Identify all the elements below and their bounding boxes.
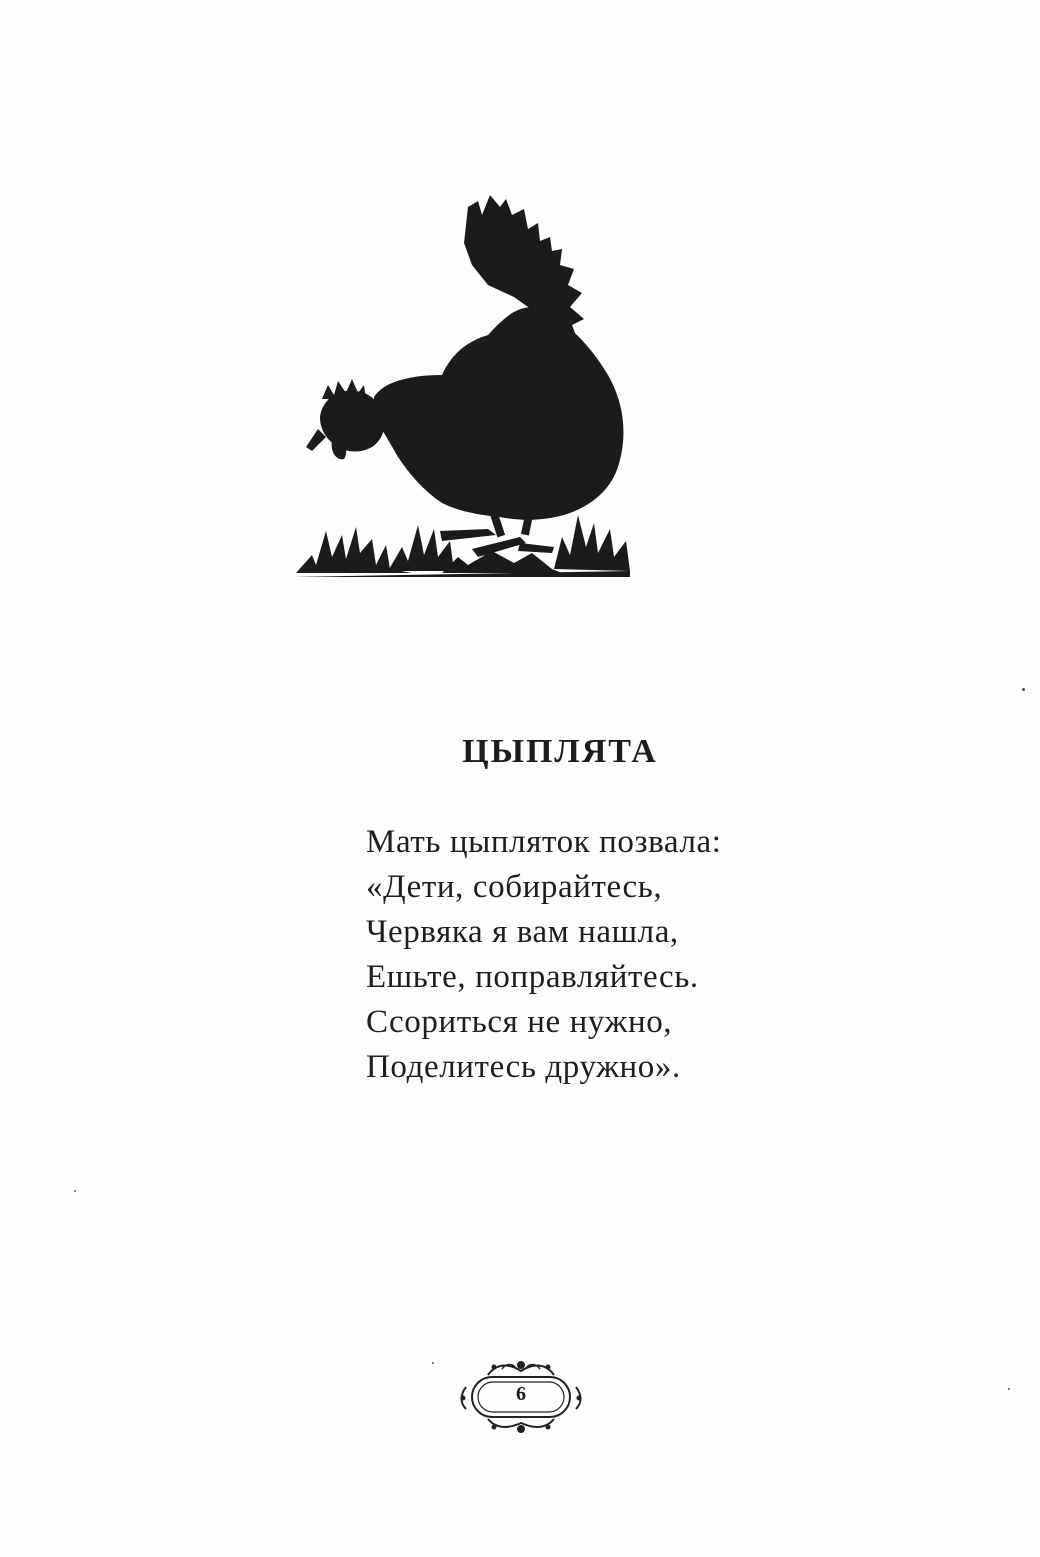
poem-line: Ссориться не нужно, — [366, 1004, 673, 1040]
scan-speck — [432, 1362, 434, 1364]
poem-body — [366, 820, 722, 1090]
hen-silhouette-icon — [292, 185, 632, 580]
scan-speck — [1008, 1388, 1010, 1390]
poem-line: Мать цыпляток позвала: — [366, 824, 722, 860]
poem-line: «Дети, собирайтесь, — [366, 869, 663, 905]
poem-line: Червяка я вам нашла, — [366, 914, 679, 950]
poem-line: Ешьте, поправляйтесь. — [366, 959, 699, 995]
scan-speck — [1022, 688, 1025, 691]
page-number: 6 — [516, 1383, 526, 1405]
poem-title: ЦЫПЛЯТА — [462, 733, 658, 770]
scan-speck — [74, 1190, 76, 1192]
poem-line: Поделитесь дружно». — [366, 1049, 681, 1085]
